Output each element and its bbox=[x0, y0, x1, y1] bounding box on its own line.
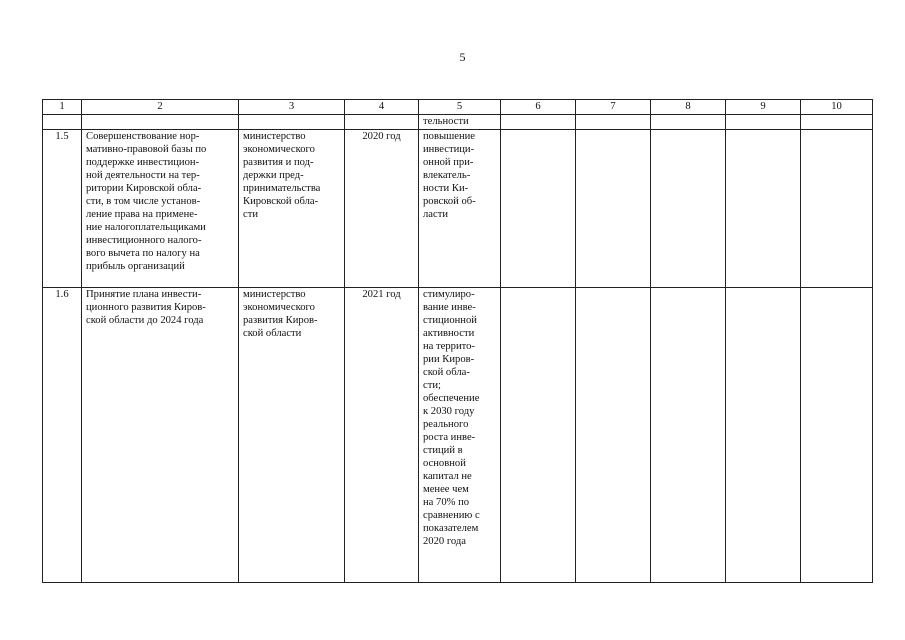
empty-cell bbox=[726, 130, 801, 288]
continuation-cell bbox=[726, 115, 801, 130]
header-cell-10: 10 bbox=[801, 100, 873, 115]
deadline-cell: 2021 год bbox=[345, 288, 419, 583]
row-number: 1.5 bbox=[43, 130, 82, 288]
header-row bbox=[43, 100, 873, 115]
header-cell-5: 5 bbox=[419, 100, 501, 115]
continuation-cell bbox=[501, 115, 576, 130]
continuation-cell bbox=[43, 115, 82, 130]
continuation-row bbox=[43, 115, 873, 130]
header-cell-6: 6 bbox=[501, 100, 576, 115]
continuation-cell bbox=[345, 115, 419, 130]
expected-result-cell: повышение инвестици- онной при- влекатель- ности Ки- ровской об- ласти bbox=[419, 130, 501, 288]
empty-cell bbox=[576, 288, 651, 583]
event-description: Совершенствование нор- мативно-правовой базы по поддержке инвестицион- ной деятельности на тер- ритории Кировской обла- сти, в том числе установ- ление права на примене- ние налогоплательщиками инвестиционного налого- вого вычета по налогу на прибыль организаций bbox=[82, 130, 239, 288]
continuation-cell bbox=[576, 115, 651, 130]
continuation-cell bbox=[801, 115, 873, 130]
page-number: 5 bbox=[459, 50, 466, 64]
empty-cell bbox=[651, 130, 726, 288]
continuation-effect-cell: тельности bbox=[419, 115, 501, 130]
header-cell-8: 8 bbox=[651, 100, 726, 115]
executor-cell: министерство экономического развития и под- держки пред- принимательства Кировской обла- сти bbox=[239, 130, 345, 288]
header-cell-1: 1 bbox=[43, 100, 82, 115]
row-number: 1.6 bbox=[43, 288, 82, 583]
empty-cell bbox=[501, 288, 576, 583]
continuation-cell bbox=[651, 115, 726, 130]
header-cell-4: 4 bbox=[345, 100, 419, 115]
event-description: Принятие плана инвести- ционного развития Киров- ской области до 2024 года bbox=[82, 288, 239, 583]
header-cell-9: 9 bbox=[726, 100, 801, 115]
empty-cell bbox=[801, 288, 873, 583]
empty-cell bbox=[576, 130, 651, 288]
empty-cell bbox=[501, 130, 576, 288]
continuation-cell bbox=[82, 115, 239, 130]
executor-cell: министерство экономического развития Киров- ской области bbox=[239, 288, 345, 583]
document-table bbox=[42, 99, 873, 583]
table-row bbox=[43, 130, 873, 288]
empty-cell bbox=[726, 288, 801, 583]
header-cell-7: 7 bbox=[576, 100, 651, 115]
continuation-cell bbox=[239, 115, 345, 130]
table-row bbox=[43, 288, 873, 583]
header-cell-2: 2 bbox=[82, 100, 239, 115]
empty-cell bbox=[801, 130, 873, 288]
header-cell-3: 3 bbox=[239, 100, 345, 115]
expected-result-cell: стимулиро- вание инве- стиционной активности на террито- рии Киров- ской обла- сти; обеспечение к 2030 году реального роста инве- стиций в основной капитал не менее чем на 70% по сравнению с показателем 2020 года bbox=[419, 288, 501, 583]
empty-cell bbox=[651, 288, 726, 583]
deadline-cell: 2020 год bbox=[345, 130, 419, 288]
